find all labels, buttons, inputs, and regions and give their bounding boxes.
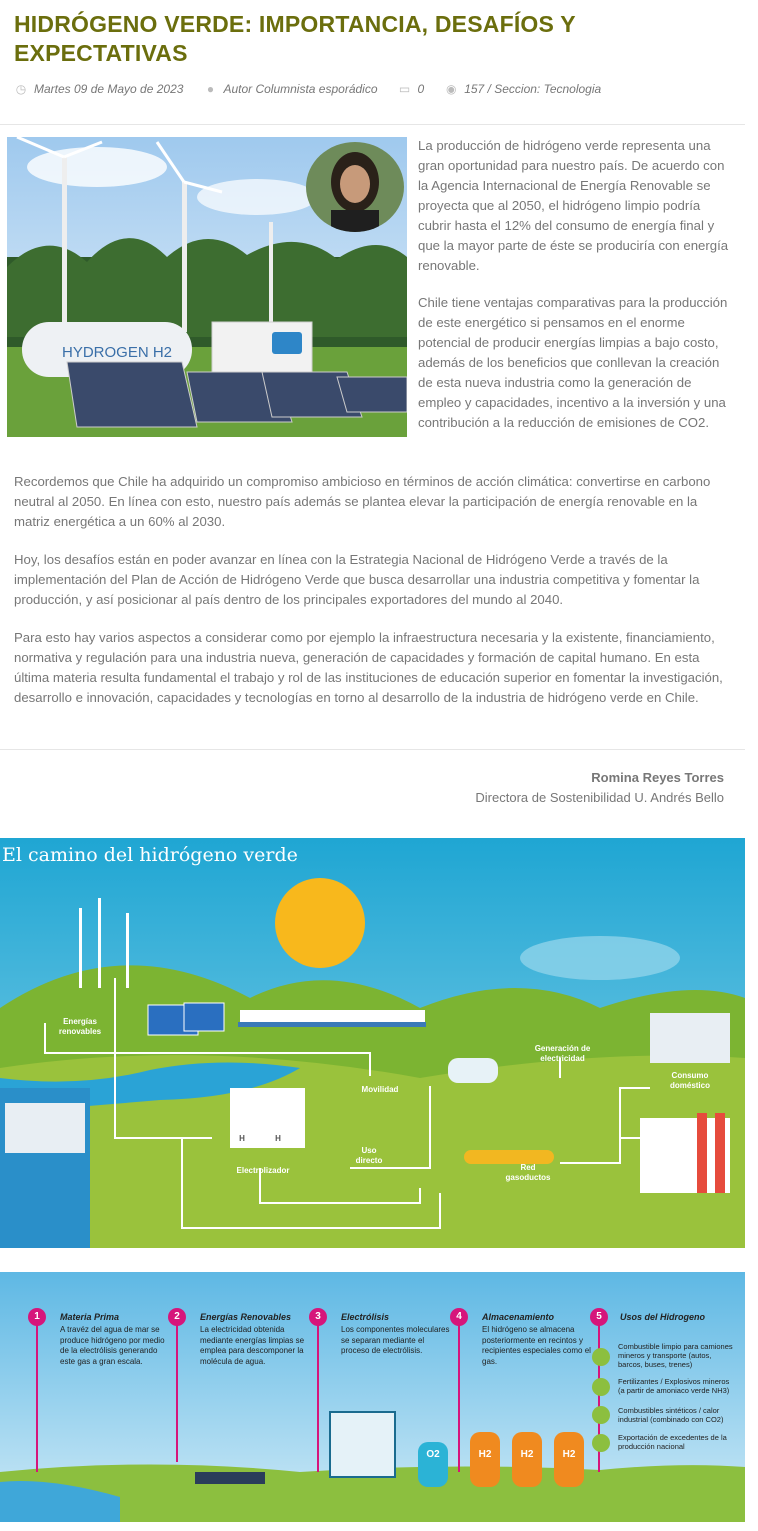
eye-icon: ◉ xyxy=(445,82,457,96)
label-renovables: Energías renovables xyxy=(58,1017,102,1036)
divider xyxy=(0,124,745,125)
h2-label-b: H xyxy=(275,1134,281,1143)
step-3-body: Los componentes moleculares se separan mediante el proceso de electrólisis. xyxy=(341,1325,450,1355)
label-red-gasoductos: Red gasoductos xyxy=(505,1163,551,1182)
article-date: Martes 09 de Mayo de 2023 xyxy=(34,82,184,96)
label-movilidad: Movilidad xyxy=(361,1085,399,1094)
step-1-body: A travéz del agua de mar se produce hidrógeno por medio de la electrólisis generando este gas a gran escala. xyxy=(60,1325,165,1366)
step-2-title: Energías Renovables xyxy=(200,1312,292,1322)
step-5-number: 5 xyxy=(590,1308,608,1326)
comment-count[interactable]: 0 xyxy=(417,82,425,96)
step-5-title: Usos del Hidrogeno xyxy=(620,1312,706,1322)
step-4-body: El hidrógeno se almacena posteriormente en recintos y recipientes especiales como el gas. xyxy=(482,1325,591,1366)
truck-icon xyxy=(592,1348,610,1366)
infographic-hydrogen-process xyxy=(0,1272,745,1522)
infographic-title: El camino del hidrógeno verde xyxy=(2,844,298,866)
use-item-2: Fertilizantes / Explosivos mineros (a partir de amoniaco verde NH3) xyxy=(618,1377,730,1395)
h2-tank-label-1: H2 xyxy=(478,1449,492,1460)
infographic-hydrogen-path xyxy=(0,838,745,1248)
step-2-number: 2 xyxy=(168,1308,186,1326)
article-author[interactable]: Autor Columnista esporádico xyxy=(223,82,378,96)
divider xyxy=(0,749,745,750)
paragraph-5: Para esto hay varios aspectos a considerar como por ejemplo la infraestructura necesaria y la existente, financiamiento, normativa y regulación para una industria nueva, generación de capacidades y formación de capital humano. En esta última materia resulta fundamental el trabajo y rol de las instituciones de educación superior en fomentar la investigación, desarrollo e innovación, capacidades y tecnologías en torno al desarrollo de la industria de hidrógeno verde en Chile. xyxy=(14,630,723,705)
h2-tank-label-2: H2 xyxy=(520,1449,534,1460)
h2-tank-label-3: H2 xyxy=(562,1449,576,1460)
step-2-body: La electricidad obtenida mediante energías limpias se emplea para descomponer la molécula de agua. xyxy=(200,1325,305,1366)
step-1-title: Materia Prima xyxy=(60,1312,120,1322)
paragraph-3: Recordemos que Chile ha adquirido un compromiso ambicioso en términos de acción climática: convertirse en carbono neutral al 2050. En línea con esto, nuestro país además se plantea elevar la participación de energía renovable en la matriz energética a un 60% al 2030. xyxy=(14,474,711,529)
user-icon: ● xyxy=(206,82,215,96)
article-meta xyxy=(14,82,601,96)
label-electrolizador: Electrolizador xyxy=(236,1166,290,1175)
step-4-title: Almacenamiento xyxy=(482,1312,555,1322)
paragraph-2: Chile tiene ventajas comparativas para la producción de este energético si pensamos en el enorme potencial de producir energías limpias a bajo costo, además de los beneficios que conllevan la creación de esta nueva industria como la generación de empleo y capacidades, incentivo a la inversión y una contribución a la reducción de emisiones de CO2. xyxy=(418,295,728,430)
use-item-3: Combustibles sintéticos / calor industrial (combinado con CO2) xyxy=(618,1406,724,1424)
step-4-number: 4 xyxy=(450,1308,468,1326)
author-portrait xyxy=(306,142,404,232)
use-item-1: Combustible limpio para camiones mineros y transporte (autos, barcos, buses, trenes) xyxy=(618,1342,733,1369)
use-item-4: Exportación de excedentes de la producción nacional xyxy=(618,1433,727,1451)
fertilizer-icon xyxy=(592,1378,610,1396)
views-section: 157 / Seccion: Tecnologia xyxy=(464,82,602,96)
hydrogen-tank-text: HYDROGEN H2 xyxy=(62,344,173,361)
label-uso-directo: Uso directo xyxy=(355,1146,383,1165)
signature-name: Romina Reyes Torres xyxy=(591,770,724,785)
label-industria: Industria xyxy=(652,1142,686,1151)
o2-label: O2 xyxy=(426,1449,440,1460)
label-consumo: Consumo doméstico xyxy=(669,1071,710,1090)
signature-role: Directora de Sostenibilidad U. Andrés Bello xyxy=(475,790,724,805)
h2-label-a: H xyxy=(239,1134,245,1143)
fuel-icon xyxy=(592,1406,610,1424)
export-icon xyxy=(592,1434,610,1452)
article-title: HIDRÓGENO VERDE: IMPORTANCIA, DESAFÍOS Y EXPECTATIVAS xyxy=(14,11,576,66)
comments-icon: ▭ xyxy=(398,82,411,96)
paragraph-4: Hoy, los desafíos están en poder avanzar en línea con la Estrategia Nacional de Hidrógeno Verde a través de la implementación del Plan de Acción de Hidrógeno Verde que busca desarrollar una industria competitiva y fomentar la producción, y así posicionar al país dentro de los principales exportadores del mundo al 2040. xyxy=(14,552,700,607)
step-3-number: 3 xyxy=(309,1308,327,1326)
clock-icon: ◷ xyxy=(15,82,27,96)
paragraph-1: La producción de hidrógeno verde representa una gran oportunidad para nuestro país. De acuerdo con la Agencia Internacional de Energía Renovable se proyecta que al 2050, el hidrógeno limpio podría cubrir hasta el 12% del consumo de energía final y que la mayor parte de éste se produciría con energía renovable. xyxy=(418,138,729,273)
step-1-number: 1 xyxy=(28,1308,46,1326)
label-generacion: Generación de electricidad xyxy=(534,1044,591,1063)
step-3-title: Electrólisis xyxy=(341,1312,390,1322)
